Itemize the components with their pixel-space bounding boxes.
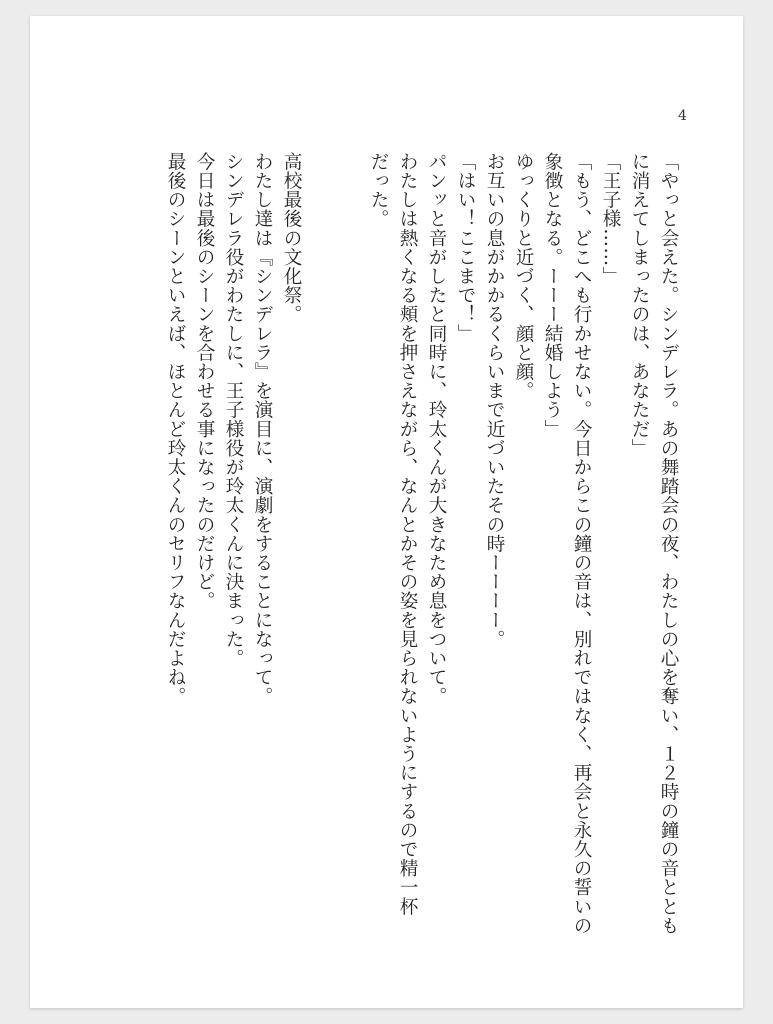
text-line-16: シンデレラ役がわたしに、王子様役が玲太くんに決まった。 — [223, 152, 244, 668]
text-line-8: 「はい！ここまで！」 — [455, 152, 476, 343]
page-number: 4 — [678, 108, 687, 124]
text-line-7: お互いの息がかかるくらいまで近づいたその時ーーーー。 — [484, 152, 505, 649]
text-line-2: に消えてしまったのは、あなただ」 — [629, 152, 650, 458]
text-line-15: わたし達は『シンデレラ』を演目に、演劇をすることになって。 — [252, 152, 273, 706]
text-line-3: 「王子様……」 — [600, 152, 621, 286]
text-line-18: 最後のシーンといえば、ほとんど玲太くんのセリフなんだよね。 — [165, 152, 186, 706]
text-line-6: ゆっくりと近づく、顔と顔。 — [513, 152, 534, 401]
text-line-14: 高校最後の文化祭。 — [281, 152, 302, 324]
text-line-1: 「やっと会えた。シンデレラ。あの舞踏会の夜、わたしの心を奪い、１２時の鐘の音ととも — [658, 152, 679, 936]
text-line-11: だった。 — [368, 152, 389, 229]
vertical-text-body — [146, 152, 679, 942]
text-line-10: わたしは熱くなる頬を押さえながら、なんとかその姿を見られないようにするので精一杯 — [397, 152, 418, 916]
text-line-4: 「もう、どこへも行かせない。今日からこの鐘の音は、別れではなく、再会と永久の誓いの — [571, 152, 592, 936]
book-page — [30, 16, 743, 1008]
text-line-9: パンッと音がしたと同時に、玲太くんが大きなため息をついて。 — [426, 152, 447, 706]
text-line-17: 今日は最後のシーンを合わせる事になったのだけど。 — [194, 152, 215, 611]
text-line-5: 象徴となる。ーーー結婚しよう」 — [542, 152, 563, 439]
